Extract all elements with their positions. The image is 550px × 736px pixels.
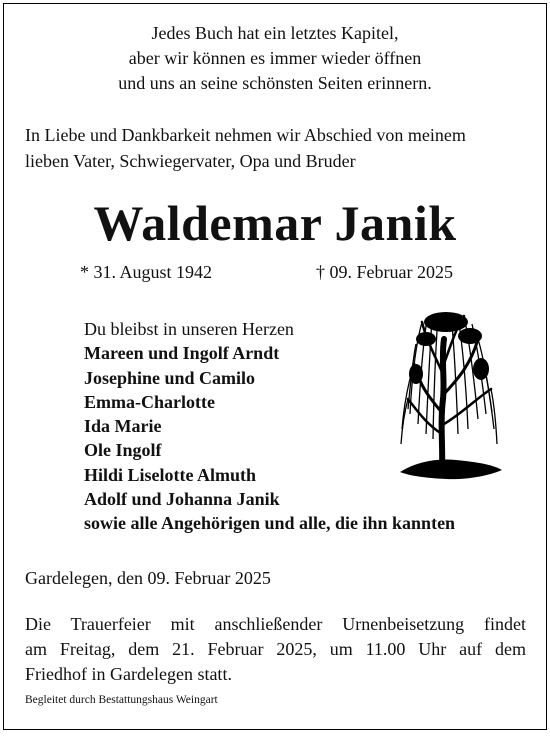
mourner-entry: Emma-Charlotte [84,391,215,412]
intro-line: In Liebe und Dankbarkeit nehmen wir Abschied von meinem [25,125,466,145]
mourner-entry: Ole Ingolf [84,440,162,461]
obituary-notice [3,3,547,730]
funeral-home-credit: Begleitet durch Bestattungshaus Weingart [25,694,218,706]
verse-line: Jedes Buch hat ein letztes Kapitel, [151,23,399,43]
ceremony-line: am Freitag, dem 21. Februar 2025, um 11.00 Uhr auf dem [25,639,526,659]
weeping-willow-icon [396,304,504,484]
mourner-entry: Adolf und Johanna Janik [84,489,280,510]
birth-date: * 31. August 1942 [80,262,213,282]
ceremony-line: Die Trauerfeier mit anschließender Urnenbeisetzung findet [25,614,526,634]
mourner-entry: Ida Marie [84,416,162,437]
intro-text [25,122,536,174]
mourner-entry: Mareen und Ingolf Arndt [84,343,280,364]
mourner-entry: sowie alle Angehörigen und alle, die ihn kannten [84,513,456,534]
place-and-date: Gardelegen, den 09. Februar 2025 [25,568,271,588]
intro-line: lieben Vater, Schwiegervater, Opa und Bruder [25,151,356,171]
ceremony-line: Friedhof in Gardelegen statt. [25,664,232,684]
verse-line: und uns an seine schönsten Seiten erinnern. [118,73,432,93]
deceased-name: Waldemar Janik [93,195,457,251]
mourners-lead: Du bleibst in unseren Herzen [84,319,294,339]
mourner-entry: Hildi Liselotte Almuth [84,464,257,485]
verse-line: aber wir können es immer wieder öffnen [128,48,422,68]
mourner-entry: Josephine und Camilo [84,367,256,388]
death-date: † 09. Februar 2025 [316,262,453,282]
ceremony-info [25,612,526,687]
verse [4,21,546,96]
